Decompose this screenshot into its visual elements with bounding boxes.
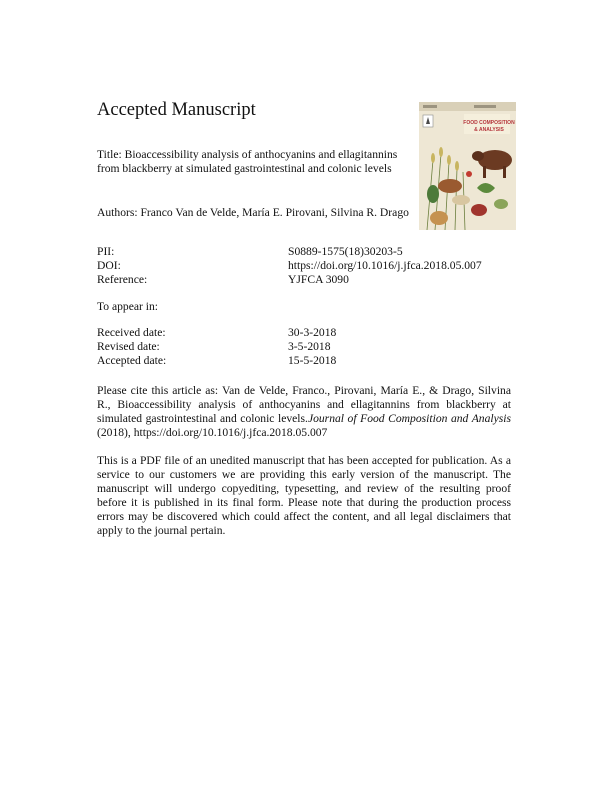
reference-row — [97, 273, 482, 287]
accepted-date-row — [97, 354, 336, 368]
manuscript-notice: This is a PDF file of an unedited manuscript that has been accepted for publication. As a service to our customers we are providing this early version of the manuscript. The manuscript will undergo copyediting, typesetting, and review of the resulting proof before it is published in its final form. Please note that during the production process errors may be discovered which could affect the content, and all legal disclaimers that apply to the journal pertain. — [97, 454, 511, 537]
article-identifiers — [97, 245, 482, 287]
citation-journal: Journal of Food Composition and Analysis — [307, 412, 511, 425]
journal-cover-illustration — [419, 102, 516, 230]
received-date-row — [97, 326, 336, 340]
journal-cover-image — [419, 102, 516, 230]
revised-date-value: 3-5-2018 — [288, 340, 331, 353]
article-dates — [97, 326, 336, 368]
received-date-label: Received date: — [97, 326, 166, 339]
pii-value: S0889-1575(18)30203-5 — [288, 245, 403, 258]
citation-suffix: (2018), https://doi.org/10.1016/j.jfca.2018.05.007 — [97, 426, 328, 439]
doi-row — [97, 259, 482, 273]
citation-prefix: Please cite this article as: Van de Velde, Franco., Pirovani, María E., & Drago, Silvina R., Bioaccessibility analysis of anthocyanins and ellagitannins from blackberry at simulated gastrointestinal and colonic levels. — [97, 384, 511, 425]
reference-label: Reference: — [97, 273, 148, 286]
article-title: Title: Bioaccessibility analysis of anthocyanins and ellagitannins from blackberry at simulated gastrointestinal and colonic levels — [97, 148, 398, 175]
doi-label: DOI: — [97, 259, 121, 272]
article-authors: Authors: Franco Van de Velde, María E. Pirovani, Silvina R. Drago — [97, 206, 409, 219]
pii-row — [97, 245, 482, 259]
citation-paragraph — [97, 384, 511, 440]
received-date-value: 30-3-2018 — [288, 326, 337, 339]
cover-title-line-2: & ANALYSIS — [474, 127, 504, 133]
doi-value[interactable]: https://doi.org/10.1016/j.jfca.2018.05.007 — [288, 259, 482, 272]
accepted-date-label: Accepted date: — [97, 354, 167, 367]
page-heading: Accepted Manuscript — [97, 100, 256, 120]
revised-date-row — [97, 340, 336, 354]
pii-label: PII: — [97, 245, 115, 258]
revised-date-label: Revised date: — [97, 340, 160, 353]
to-appear-label: To appear in: — [97, 300, 158, 313]
reference-value: YJFCA 3090 — [288, 273, 349, 286]
accepted-date-value: 15-5-2018 — [288, 354, 337, 367]
cover-title-line-1: FOOD COMPOSITION — [463, 120, 515, 126]
